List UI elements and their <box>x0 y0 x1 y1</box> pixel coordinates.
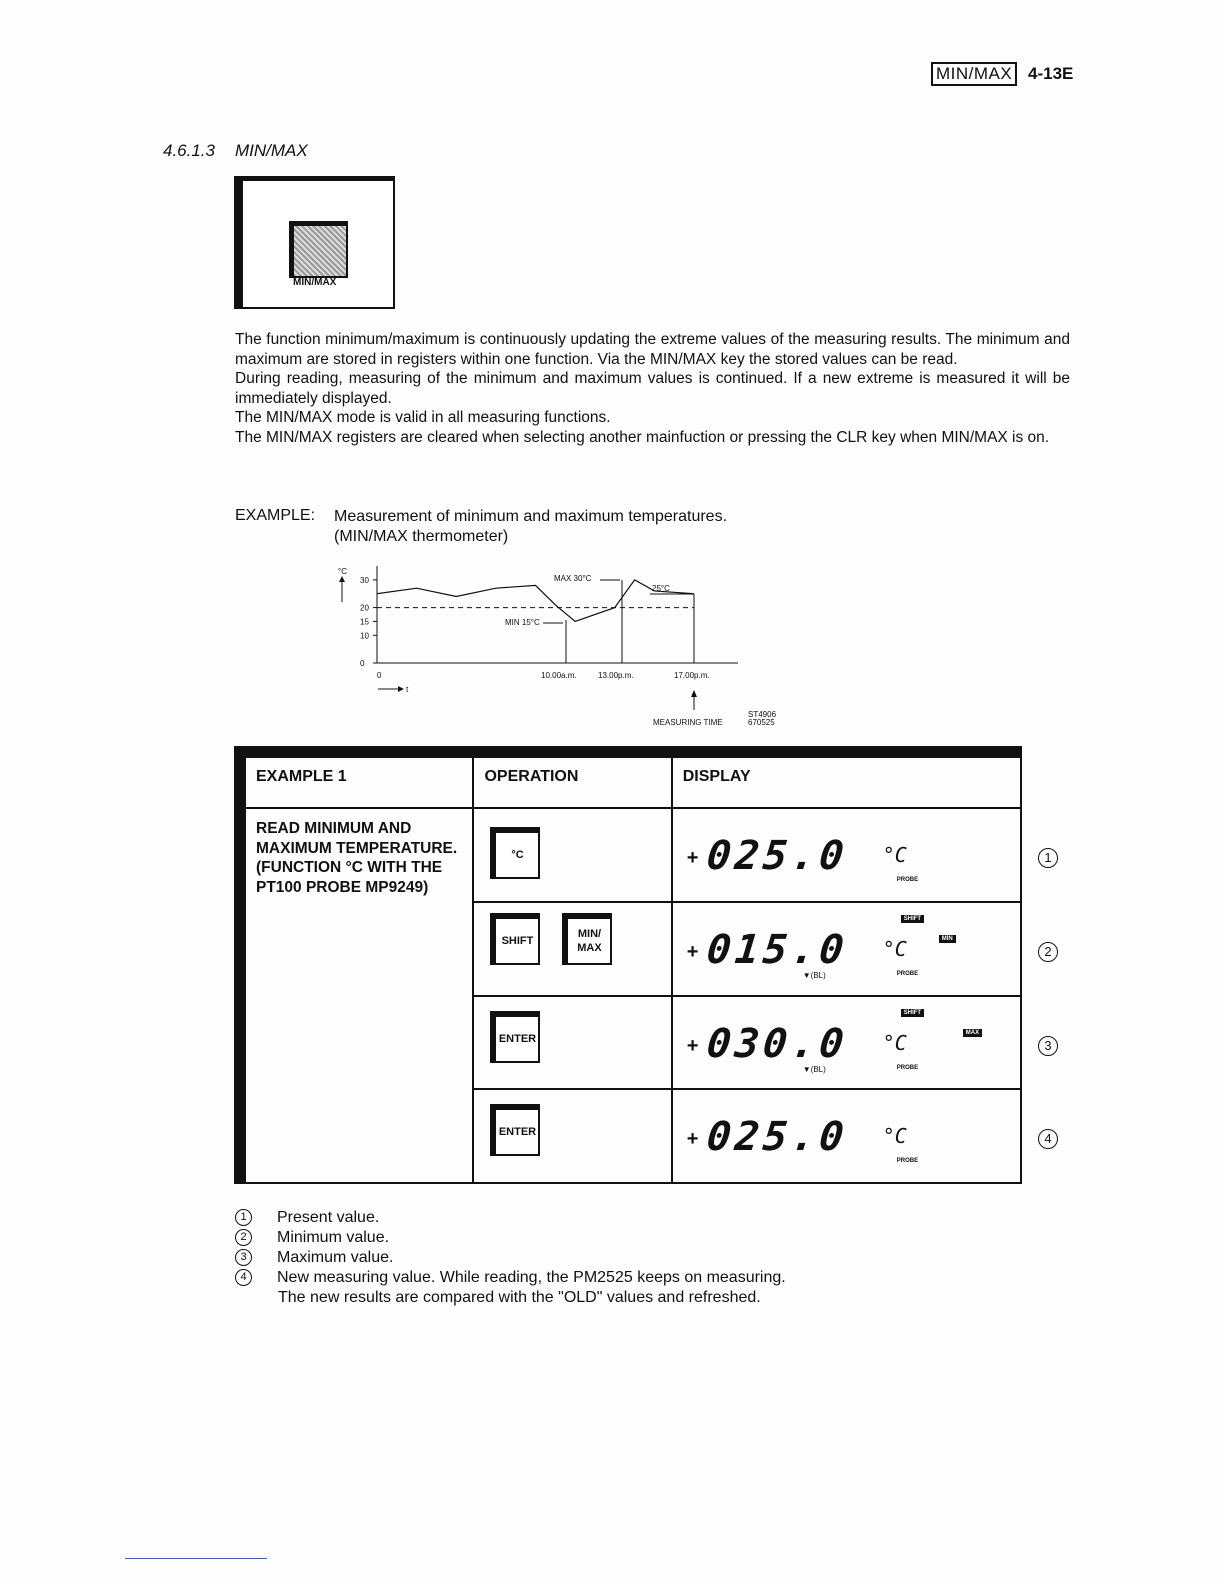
note-item <box>235 1268 786 1288</box>
temperature-chart <box>330 560 750 735</box>
display-cell <box>672 1089 1021 1183</box>
operation-cell <box>473 808 671 902</box>
display-sign: + <box>686 1034 699 1057</box>
annotation-min: MIN 15°C <box>505 618 540 627</box>
minmax-key-icon <box>289 221 348 278</box>
y-tick-label: 20 <box>360 603 369 613</box>
minmax-key[interactable]: MIN/ MAX <box>562 913 612 965</box>
paragraph: The MIN/MAX registers are cleared when selecting another mainfuction or pressing the CLR key when MIN/MAX is on. <box>235 428 1050 446</box>
display-unit: °C <box>882 936 907 961</box>
body-text <box>235 330 1070 447</box>
marker-3-icon: 3 <box>1038 1036 1058 1056</box>
display-value: 015.0 <box>704 926 850 973</box>
example-text <box>334 507 727 547</box>
header-tag: MIN/MAX <box>931 62 1017 86</box>
display-value: 030.0 <box>704 1020 850 1067</box>
x-tick-label: 17.00p.m. <box>674 671 710 680</box>
display-value: 025.0 <box>704 833 850 880</box>
x-tick-label: 10.00a.m. <box>541 671 577 680</box>
key-illustration <box>234 176 395 309</box>
temperature-line <box>377 580 694 622</box>
x-tick-label: 13.00p.m. <box>598 671 634 680</box>
notes-list <box>235 1208 786 1308</box>
note-continuation: The new results are compared with the "OLD" values and refreshed. <box>278 1289 761 1306</box>
enter-key[interactable]: ENTER <box>490 1011 540 1063</box>
paragraph: The function minimum/maximum is continuously updating the extreme values of the measuring results. The minimum and maximum are stored in registers within one function. Via the MIN/MAX key the stored values can be read. <box>235 331 1070 368</box>
example-line: (MIN/MAX thermometer) <box>334 528 509 545</box>
shift-key[interactable]: SHIFT <box>490 913 540 965</box>
display-cell <box>672 808 1021 902</box>
example-table <box>234 746 1022 1184</box>
display-unit: °C <box>882 843 907 868</box>
shift-annunciator: SHIFT <box>901 1009 924 1017</box>
marker-4-icon: 4 <box>1038 1129 1058 1149</box>
note-text: Maximum value. <box>277 1249 394 1266</box>
probe-indicator: PROBE <box>896 1158 919 1165</box>
bl-indicator: ▼(BL) <box>802 1064 826 1074</box>
annotation-max: MAX 30°C <box>554 574 592 583</box>
enter-key[interactable]: ENTER <box>490 1104 540 1156</box>
probe-indicator: PROBE <box>896 1064 919 1071</box>
y-tick-label: 0 <box>360 659 365 668</box>
min-annunciator: MIN <box>939 935 956 943</box>
example-label: EXAMPLE: <box>235 507 316 524</box>
y-tick-label: 10 <box>360 631 369 641</box>
note-marker-icon: 4 <box>235 1269 252 1286</box>
desc-line: PT100 PROBE MP9249) <box>256 878 429 896</box>
figure-ids <box>748 711 776 727</box>
header-operation: OPERATION <box>473 752 671 808</box>
bl-indicator: ▼(BL) <box>802 970 826 980</box>
display-unit: °C <box>882 1124 907 1149</box>
note-text: New measuring value. While reading, the PM2525 keeps on measuring. <box>277 1269 786 1286</box>
note-text: Present value. <box>277 1209 380 1226</box>
header-display: DISPLAY <box>672 752 1021 808</box>
max-annunciator: MAX <box>963 1029 982 1037</box>
display-value: 025.0 <box>704 1114 850 1161</box>
shift-annunciator: SHIFT <box>901 915 924 923</box>
section-title: MIN/MAX <box>235 141 308 160</box>
note-marker-icon: 1 <box>235 1209 252 1226</box>
key-label: MIN/MAX <box>293 277 337 288</box>
desc-line: MAXIMUM TEMPERATURE. <box>256 839 458 857</box>
display-cell <box>672 996 1021 1090</box>
operation-cell <box>473 996 671 1090</box>
note-marker-icon: 3 <box>235 1249 252 1266</box>
annotation-25: 25°C <box>652 584 670 593</box>
time-arrowhead <box>691 690 697 697</box>
note-text: Minimum value. <box>277 1229 390 1246</box>
display-sign: + <box>686 1128 699 1151</box>
note-item <box>235 1228 786 1248</box>
display-sign: + <box>686 940 699 963</box>
display-unit: °C <box>882 1030 907 1055</box>
marker-1-icon: 1 <box>1038 848 1058 868</box>
operation-cell <box>473 1089 671 1183</box>
page-number: 4-13E <box>1028 64 1074 83</box>
note-item <box>235 1208 786 1228</box>
note-item <box>235 1248 786 1268</box>
x-tick-label: 0 <box>377 671 382 680</box>
paragraph: The MIN/MAX mode is valid in all measuring functions. <box>235 409 611 426</box>
probe-indicator: PROBE <box>896 877 919 884</box>
x-axis-label: t <box>406 685 409 694</box>
y-tick-label: 30 <box>360 575 369 585</box>
display-cell <box>672 902 1021 996</box>
example-line: Measurement of minimum and maximum temperatures. <box>334 508 728 525</box>
paragraph: During reading, measuring of the minimum and maximum values is continued. If a new extreme is measured it will be immediately displayed. <box>235 370 1070 407</box>
celsius-key[interactable]: °C <box>490 827 540 879</box>
y-tick-label: 15 <box>360 617 369 627</box>
marker-2-icon: 2 <box>1038 942 1058 962</box>
bottom-rule <box>125 1558 267 1559</box>
desc-line: READ MINIMUM AND <box>256 820 412 838</box>
header-example: EXAMPLE 1 <box>240 752 473 808</box>
operation-cell <box>473 902 671 996</box>
section-number: 4.6.1.3 <box>163 141 215 160</box>
probe-indicator: PROBE <box>896 970 919 977</box>
desc-line: (FUNCTION °C WITH THE <box>256 859 443 877</box>
measuring-time-label: MEASURING TIME <box>653 718 723 727</box>
y-unit-arrowhead <box>339 576 345 582</box>
note-marker-icon: 2 <box>235 1229 252 1246</box>
y-unit-label: °C <box>338 567 347 576</box>
x-arrowhead <box>398 686 404 692</box>
figure-id: ST4906 <box>748 710 777 719</box>
example-description <box>240 808 473 1183</box>
display-sign: + <box>686 847 699 870</box>
figure-id: 670525 <box>748 718 775 727</box>
